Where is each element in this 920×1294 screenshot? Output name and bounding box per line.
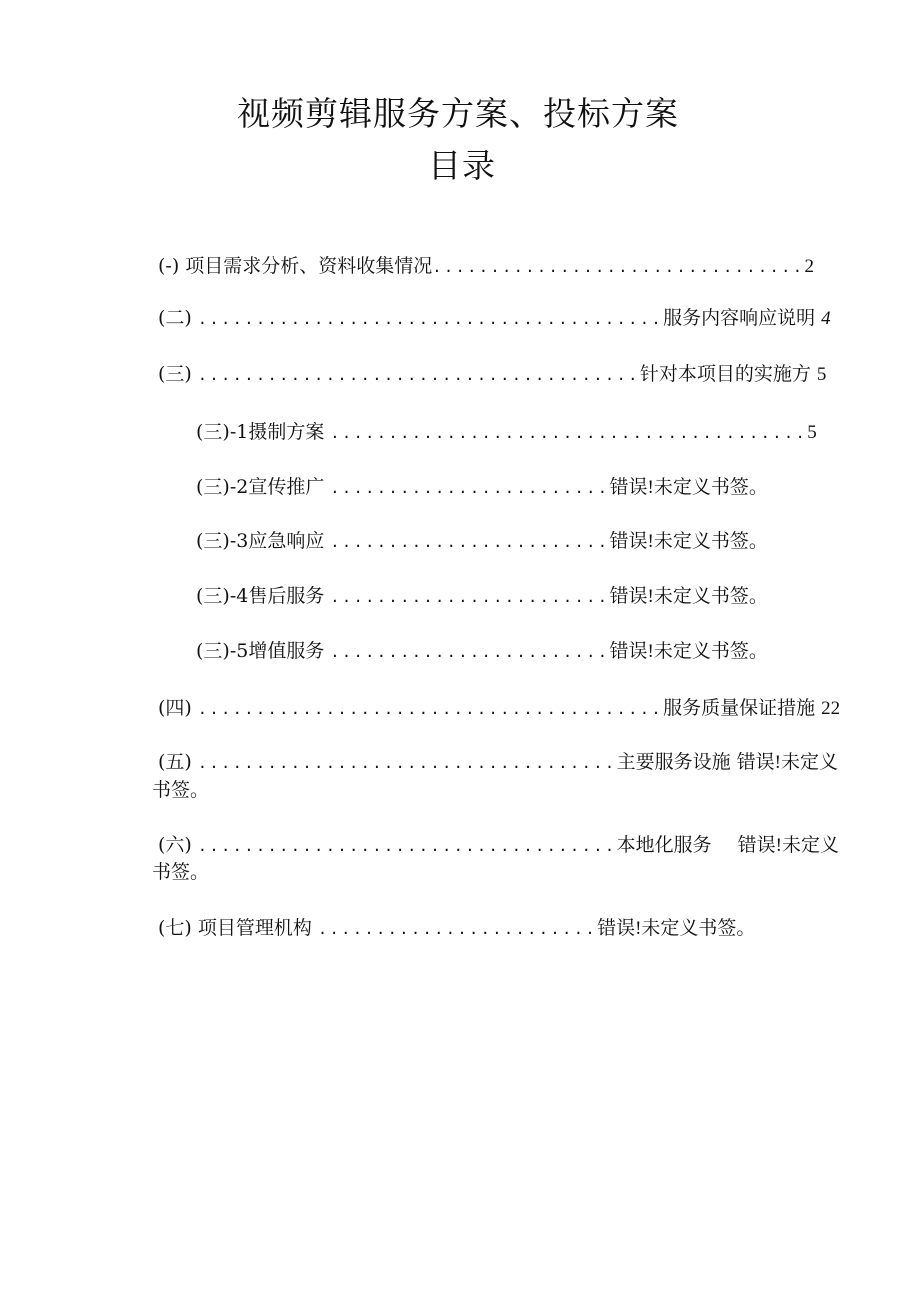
toc-entry-number: (三)-2 <box>196 476 249 498</box>
toc-entry-page: 错误!未定义 <box>737 835 839 856</box>
toc-entry-number: (七) <box>158 917 192 939</box>
toc-entry[interactable] <box>158 833 839 858</box>
toc-leader-dots: ........................................ <box>197 700 664 718</box>
toc-entry-number: (三)-4 <box>196 585 249 607</box>
toc-entry-page: 22 <box>821 698 841 719</box>
toc-leader-dots: ........................ <box>330 643 610 661</box>
toc-entry-label: 针对本项目的实施方 <box>639 363 811 385</box>
toc-entry[interactable] <box>158 254 814 279</box>
toc-entry-label: 本地化服务 <box>616 834 712 856</box>
toc-entry-page: 错误!未定义书签。 <box>609 477 768 498</box>
toc-leader-dots: ................................ <box>432 258 805 276</box>
toc-entry[interactable] <box>158 916 755 941</box>
toc-entry-page: 错误!未定义书签。 <box>609 586 768 607</box>
toc-entry-number: (五) <box>158 751 192 773</box>
toc-entry-label: 售后服务 <box>248 585 325 607</box>
toc-entry-page: 错误!未定义书签。 <box>609 641 768 662</box>
toc-entry[interactable] <box>158 362 826 387</box>
toc-leader-dots: .................................... <box>197 754 617 772</box>
toc-entry-number: (-) <box>158 255 180 277</box>
toc-entry-page: 错误!未定义书签。 <box>609 531 768 552</box>
toc-entry-wrap: 书签。 <box>152 861 210 883</box>
toc-entry[interactable] <box>196 584 768 609</box>
toc-heading: 目录 <box>428 146 496 185</box>
toc-entry[interactable] <box>196 475 768 500</box>
toc-entry-label: 项目需求分析、资料收集情况 <box>185 255 433 277</box>
toc-entry[interactable] <box>158 696 840 721</box>
toc-entry-number: (三)-3 <box>196 530 249 552</box>
toc-entry-number: (三) <box>158 363 192 385</box>
toc-entry-label: 应急响应 <box>248 530 325 552</box>
toc-entry-number: (六) <box>158 834 192 856</box>
toc-entry-wrap: 书签。 <box>152 779 210 801</box>
toc-leader-dots: ........................ <box>330 588 610 606</box>
toc-entry[interactable] <box>158 306 831 331</box>
toc-entry-label: 摄制方案 <box>248 421 325 443</box>
toc-entry-label: 服务内容响应说明 <box>663 307 816 329</box>
toc-entry-label: 项目管理机构 <box>197 917 312 939</box>
toc-leader-dots: ........................................ <box>197 310 664 328</box>
toc-entry-page: 2 <box>804 256 814 277</box>
toc-entry-page: 错误!未定义书签。 <box>597 918 756 939</box>
toc-leader-dots: ......................................... <box>330 424 808 442</box>
toc-entry-label: 主要服务设施 <box>616 751 731 773</box>
toc-entry[interactable] <box>196 420 817 445</box>
document-title: 视频剪辑服务方案、投标方案 <box>237 94 679 133</box>
toc-leader-dots: ...................................... <box>197 366 640 384</box>
toc-entry-number: (二) <box>158 307 192 329</box>
toc-entry-number: (三)-5 <box>196 640 249 662</box>
toc-entry[interactable] <box>196 529 768 554</box>
toc-leader-dots: ........................ <box>330 533 610 551</box>
toc-entry-page: 5 <box>807 422 817 443</box>
toc-entry[interactable] <box>158 750 838 775</box>
toc-leader-dots: ........................ <box>317 920 598 938</box>
toc-entry[interactable] <box>196 639 768 664</box>
toc-entry-label: 宣传推广 <box>248 476 325 498</box>
toc-entry-page: 5 <box>816 364 827 385</box>
toc-leader-dots: .................................... <box>197 837 617 855</box>
toc-leader-dots: ........................ <box>330 479 610 497</box>
toc-entry-page: 错误!未定义 <box>736 752 838 773</box>
toc-entry-number: (四) <box>158 697 192 719</box>
toc-entry-number: (三)-1 <box>196 421 249 443</box>
toc-entry-page: 4 <box>821 308 831 329</box>
toc-entry-label: 服务质量保证措施 <box>663 697 816 719</box>
toc-entry-label: 增值服务 <box>248 640 325 662</box>
